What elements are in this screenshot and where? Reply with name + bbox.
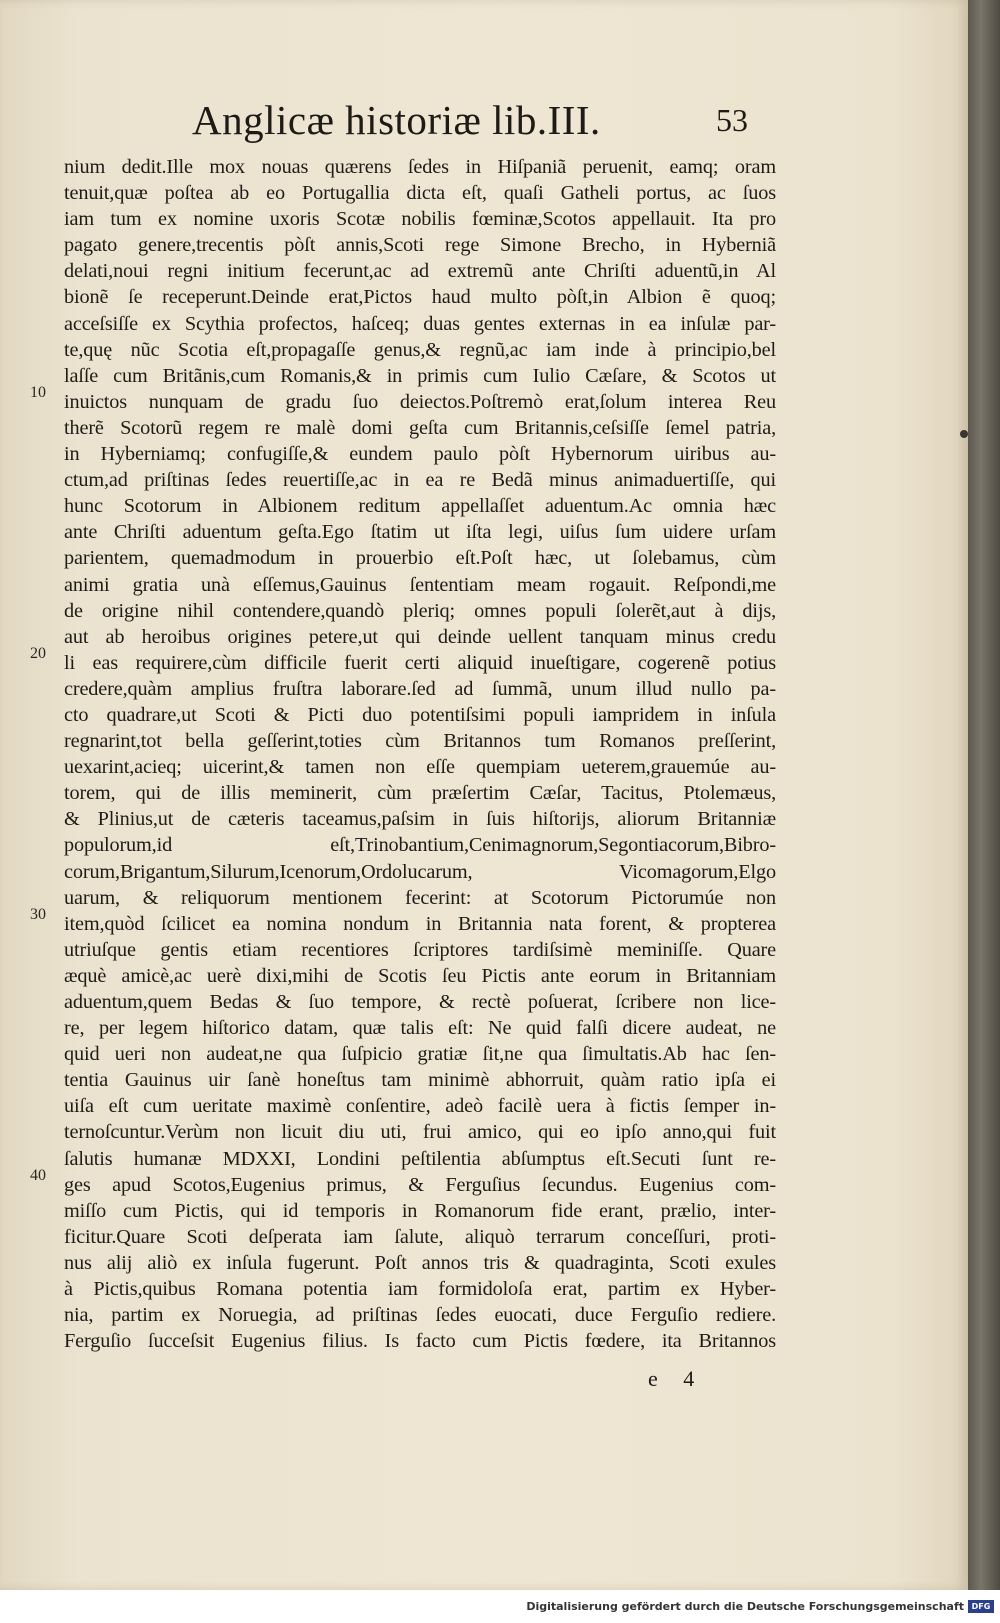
page-number: 53 — [716, 102, 748, 138]
text-line: Ferguſio ſucceſsit Eugenius filius. Is facto cum Pictis fœdere, ita Britannos — [64, 1330, 776, 1353]
text-line: tentia Gauinus uir ſanè honeſtus tam minimè abhorruit, quàm ratio ipſa ei — [64, 1069, 776, 1092]
text-line: de origine nihil contendere,quandò pleriq; omnes populi ſolerẽt,aut à dijs, — [64, 599, 776, 622]
text-line: nium dedit.Ille mox nouas quærens ſedes in Hiſpaniã peruenit, eamq; oram — [64, 156, 776, 178]
text-line: nia, partim ex Noruegia, ad priſtinas ſedes euocati, duce Ferguſio rediere. — [64, 1304, 776, 1327]
running-head-title: Anglicæ historiæ lib.III. — [192, 97, 601, 143]
line-number-30: 30 — [30, 906, 46, 923]
text-line: re, per legem hiſtorico datam, quæ talis eſt: Ne quid falſi dicere audeat, ne — [64, 1017, 776, 1040]
dfg-logo: DFG — [968, 1600, 994, 1613]
text-line: aduentum,quem Bedas & ſuo tempore, & rectè poſuerat, ſcribere non lice- — [64, 991, 776, 1013]
line-number-10: 10 — [30, 384, 46, 401]
text-line: utriuſque gentis etiam recentiores ſcriptores tardiſsimè meminiſſe. Quare — [64, 938, 776, 961]
pin-mark — [960, 430, 968, 438]
text-line: torem, qui de illis meminerit, cùm præſertim Cæſar, Tacitus, Ptolemæus, — [64, 782, 776, 805]
text-line: corum,Brigantum,Silurum,Icenorum,Ordolucarum, Vicomagorum,Elgo — [64, 860, 776, 883]
text-line: inuictos nunquam de gradu ſuo deiectos.Poſtremò erat,ſolum interea Reu — [64, 390, 776, 413]
text-line: tenuit,quæ poſtea ab eo Portugallia dicta eſt, quaſi Gatheli portus, ac ſuos — [64, 182, 776, 205]
text-line: à Pictis,quibus Romana potentia iam formidoloſa erat, partim ex Hyber- — [64, 1278, 776, 1301]
text-line: ante Chriſti aduentum geſta.Ego ſtatim ut iſta legi, uiſus ſum uidere urſam — [64, 521, 776, 544]
text-line: uarum, & reliquorum mentionem fecerint: at Scotorum Pictorumúe non — [64, 886, 776, 909]
text-line: ficitur.Quare Scoti deſperata iam ſalute, aliquò terrarum conceſſuri, proti- — [64, 1225, 776, 1248]
text-line: ſalutis humanæ MDXXI, Londini peſtilentia abſumptus eſt.Secuti ſunt re- — [64, 1147, 776, 1170]
text-line: animi gratia unà eſſemus,Gauinus ſententiam meam rogauit. Reſpondi,me — [64, 573, 776, 596]
text-line: uexarint,acieq; uicerint,& tamen non eſſe quempiam ueterem,grauemúe au- — [64, 756, 776, 779]
text-line: delati,noui regni initium fecerunt,ac ad extremũ ante Chriſti aduentũ,in Al — [64, 260, 776, 283]
text-line: pagato genere,trecentis pòſt annis,Scoti rege Simone Brecho, in Hyberniã — [64, 234, 776, 257]
text-line: aut ab heroibus origines petere,ut qui deinde uellent tanquam minus credu — [64, 625, 776, 648]
footer-bar — [0, 1590, 1000, 1623]
text-line: uiſa eſt cum ueritate maximè conſentire, adeò facilè uera à fictis ſemper in- — [64, 1095, 776, 1118]
text-line: nus alij aliò ex inſula fugerunt. Poſt annos tris & quadraginta, Scoti exules — [64, 1251, 776, 1274]
text-line: li eas requirere,cùm difficile fuerit certi aliquid inueſtigare, cogerenẽ potius — [64, 651, 776, 674]
text-line: ges apud Scotos,Eugenius primus, & Ferguſius ſecundus. Eugenius com- — [64, 1173, 776, 1196]
text-line: quid ueri non audeat,ne qua ſuſpicio gratiæ ſit,ne qua ſimultatis.Ab hac ſen- — [64, 1043, 776, 1066]
text-line: æquè amicè,ac uerè dixi,mihi de Scotis ſeu Pictis ante eorum in Britanniam — [64, 964, 776, 987]
body-text — [64, 154, 776, 1354]
text-line: in Hyberniamq; confugiſſe,& eundem paulo pòſt Hybernorum uiribus au- — [64, 443, 776, 466]
text-line: ternoſcuntur.Verùm non licuit diu uti, frui amico, qui eo ipſo anno,qui fuit — [64, 1121, 776, 1144]
footer-credit: Digitalisierung gefördert durch die Deutsche Forschungsgemeinschaft — [526, 1600, 964, 1613]
text-line: te,quę nũc Scotia eſt,propagaſſe genus,& regnũ,ac iam inde à principio,bel — [64, 338, 776, 361]
text-line: populorum,id eſt,Trinobantium,Cenimagnorum,Segontiacorum,Bibro- — [64, 834, 776, 857]
text-line: & Plinius,ut de cæteris taceamus,paſsim in ſuis hiſtorijs, aliorum Britanniæ — [64, 808, 776, 831]
book-edge — [968, 0, 1000, 1590]
text-line: cto quadrare,ut Scoti & Picti duo potentiſsimi populi iampridem in inſula — [64, 703, 776, 726]
text-line: hunc Scotorum in Albionem reditum appellaſſet aduentum.Ac omnia hæc — [64, 495, 776, 518]
text-line: ctum,ad priſtinas ſedes reuertiſſe,ac in ea re Bedã minus animaduertiſſe, qui — [64, 469, 776, 492]
signature-mark: e 4 — [648, 1366, 705, 1391]
text-line: item,quòd ſcilicet ea nomina nondum in Britannia nata forent, & propterea — [64, 912, 776, 935]
text-line: therẽ Scotorũ regem re malè domi geſta cum Britannis,ceſsiſſe ſemel patria, — [64, 416, 776, 439]
text-line: regnarint,tot bella geſſerint,toties cùm Britannos tum Romanos preſſerint, — [64, 730, 776, 753]
text-line: credere,quàm amplius fruſtra laborare.ſed ad ſummã, unum illud nullo pa- — [64, 677, 776, 700]
text-line: laſſe cum Britãnis,cum Romanis,& in primis cum Iulio Cæſare, & Scotos ut — [64, 364, 776, 387]
running-head — [0, 96, 968, 146]
text-line: acceſsiſſe ex Scythia profectos, haſceq; duas gentes externas in ea inſulæ par- — [64, 312, 776, 335]
text-line: parientem, quemadmodum in prouerbio eſt.Poſt hæc, ut ſolebamus, cùm — [64, 547, 776, 570]
text-line: bionẽ ſe receperunt.Deinde erat,Pictos haud multo pòſt,in Albion ẽ quoq; — [64, 286, 776, 309]
line-number-40: 40 — [30, 1167, 46, 1184]
text-line: iam tum ex nomine uxoris Scotæ nobilis fœminæ,Scotos appellauit. Ita pro — [64, 208, 776, 231]
text-line: miſſo cum Pictis, qui id temporis in Romanorum fide erant, prælio, inter- — [64, 1199, 776, 1222]
line-number-20: 20 — [30, 645, 46, 662]
